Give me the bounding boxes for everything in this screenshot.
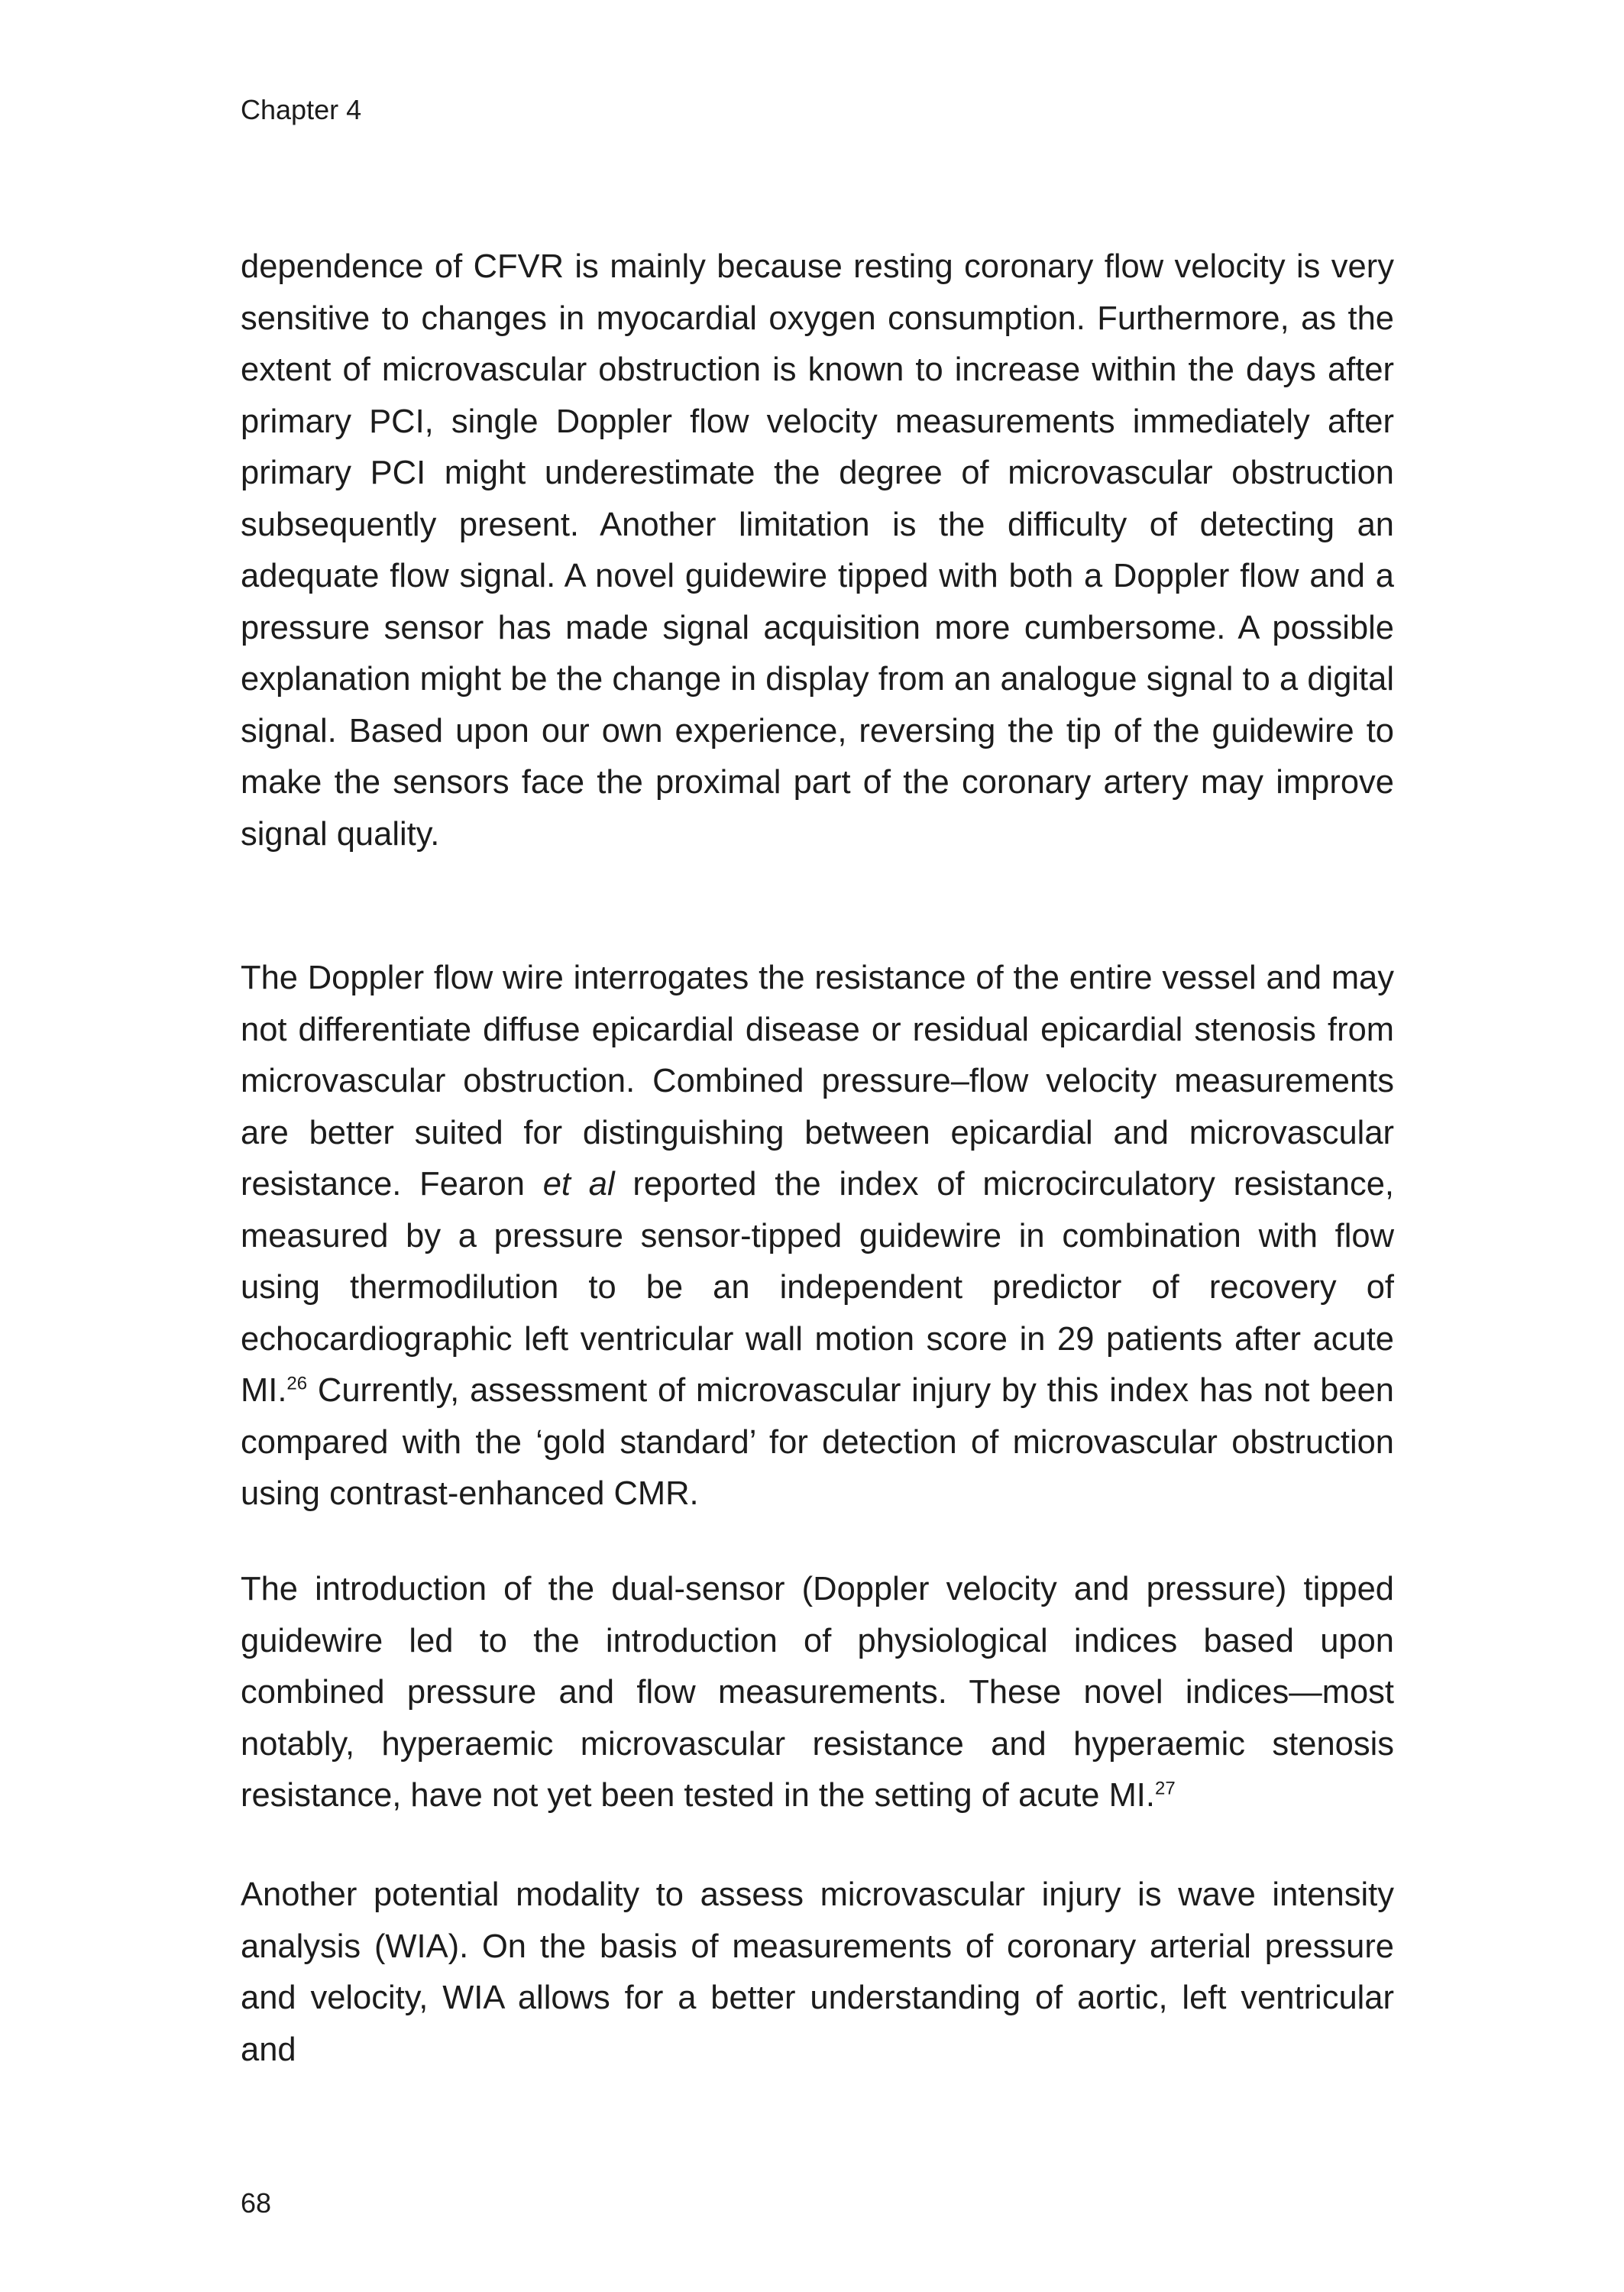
paragraph-wave-intensity-analysis: Another potential modality to assess microvascular injury is wave intensity analysis (WIA). On the basis of measurements of coronary arterial pressure and velocity, WIA allows for a better understanding of aortic, left ventricular and	[241, 1876, 1394, 2068]
paragraph-text: The Doppler flow wire interrogates the resistance of the entire vessel and may not differentiate diffuse epicardial disease or residual epicardial stenosis from microvascular obstruction. Combined pressure–flow velocity measurements are better suited for distinguishing between epicardial and microvascular resistance. Fearon	[241, 960, 1394, 1203]
paragraph-dual-sensor-guidewire	[241, 1564, 1394, 1822]
running-header-chapter: Chapter 4	[241, 94, 362, 125]
paragraph-doppler-flow-wire	[241, 953, 1394, 1520]
paragraph-text: Currently, assessment of microvascular injury by this index has not been compared with the ‘gold standard’ for detection of microvascular obstruction using contrast-enhanced CMR.	[241, 1372, 1394, 1512]
italic-et-al: et al	[542, 1166, 615, 1203]
paragraph-cfvr-limitations: dependence of CFVR is mainly because resting coronary flow velocity is very sensitive to changes in myocardial oxygen consumption. Furthermore, as the extent of microvascular obstruction is known to increase within the days after primary PCI, single Doppler flow velocity measurements immediately after primary PCI might underestimate the degree of microvascular obstruction subsequently present. Another limitation is the difficulty of detecting an adequate flow signal. A novel guidewire tipped with both a Doppler flow and a pressure sensor has made signal acquisition more cumbersome. A possible explanation might be the change in display from an analogue signal to a digital signal. Based upon our own experience, reversing the tip of the guidewire to make the sensors face the proximal part of the coronary artery may improve signal quality.	[241, 248, 1394, 853]
paragraph-text: reported the index of microcirculatory resistance, measured by a pressure sensor-tipped guidewire in combination with flow using thermodilution to be an independent predictor of recovery of echocardiographic left ventricular wall motion score in 29 patients after acute MI.	[241, 1166, 1394, 1409]
reference-superscript: 26	[286, 1373, 308, 1394]
page-number: 68	[241, 2187, 272, 2219]
reference-superscript: 27	[1154, 1778, 1176, 1799]
paragraph-text: The introduction of the dual-sensor (Doppler velocity and pressure) tipped guidewire led to the introduction of physiological indices based upon combined pressure and flow measurements. These novel indices—most notably, hyperaemic microvascular resistance and hyperaemic stenosis resistance, have not yet been tested in the setting of acute MI.	[241, 1571, 1394, 1814]
